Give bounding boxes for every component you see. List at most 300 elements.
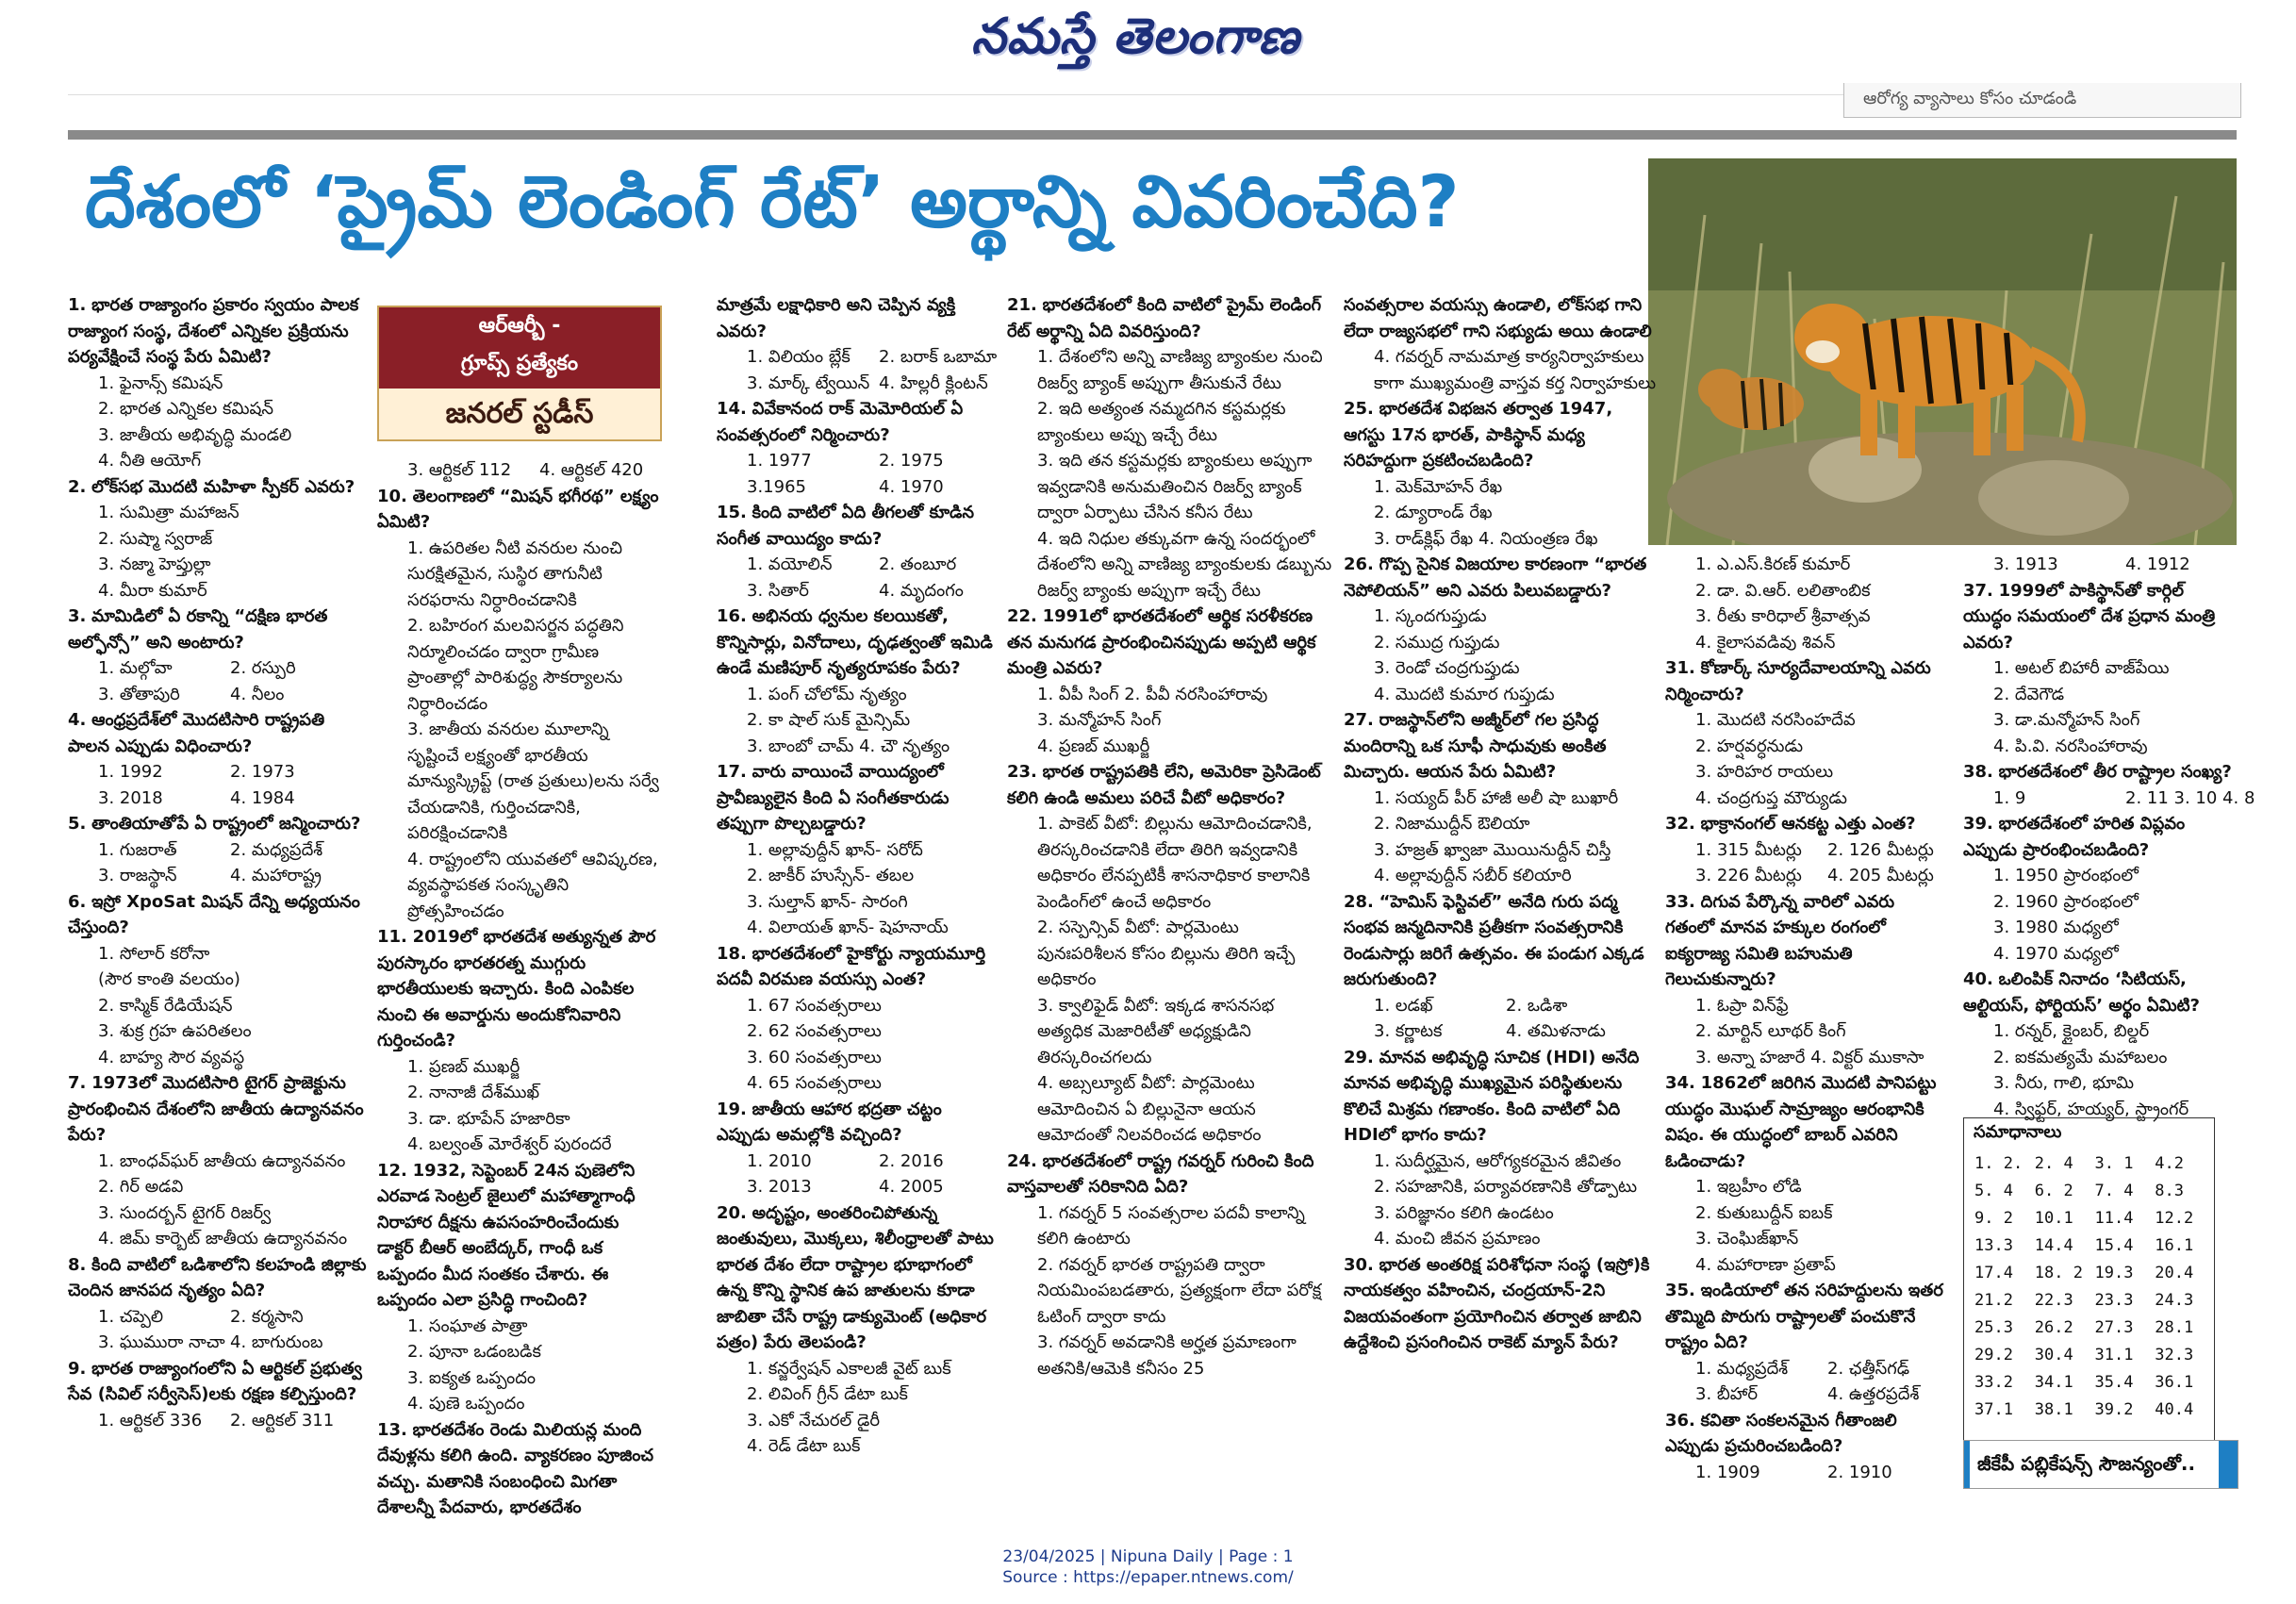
options-list — [1344, 993, 1660, 1045]
options-list — [1007, 682, 1332, 760]
question-text — [68, 1252, 368, 1304]
question-stem: 2019లో భారతదేశ అత్యున్నత పౌర పురస్కారం భారతరత్న ముగ్గురు భారతీయులకు ఇచ్చారు. కింది ఎంపికల నుంచి ఈ అవార్డును అందుకోనివారిని గుర్తించండి? — [377, 927, 656, 1050]
options-list — [717, 552, 999, 604]
option-row — [1374, 993, 1660, 1019]
option: 1. సయ్యద్ పీర్ హాజీ అలీ షా బుఖారీ — [1374, 787, 1619, 808]
option-row — [1695, 1460, 1948, 1486]
answer-cell: 10.1 — [2034, 1208, 2073, 1228]
question-text — [1344, 889, 1660, 993]
question-text — [68, 811, 368, 837]
option-row — [747, 552, 999, 578]
option: 1. ప్రణబ్ ముఖర్జీ — [407, 1056, 520, 1077]
answer-cell: 40.4 — [2155, 1399, 2194, 1419]
question-item — [1665, 552, 1948, 655]
option: 3. గవర్నర్ అవడానికి అర్హత ప్రమాణంగా అతనికి/ఆమెకి కనీసం 25 — [1037, 1332, 1297, 1379]
credit-box — [1963, 1440, 2238, 1489]
question-text — [68, 1070, 368, 1149]
credit-text: జీకేపీ పబ్లికేషన్స్ సౌజన్యంతో.. — [1977, 1452, 2196, 1475]
answer-row — [1974, 1314, 2214, 1341]
question-number: 12. — [377, 1160, 407, 1181]
options-list — [1665, 993, 1948, 1071]
question-stem: 1862లో జరిగిన మొదటి పానిపట్టు యుద్ధం మొఘల్ సామ్రాజ్యం ఆరంభానికి విషం. ఈ యుద్ధంలో బాబర్ ఎవరిని ఓడించాడు? — [1665, 1073, 1937, 1171]
question-column-1 — [68, 292, 368, 1433]
question-item — [1007, 1149, 1332, 1382]
question-column-5 — [1344, 292, 1660, 1356]
option: 3. రాజస్థాన్ — [98, 866, 177, 885]
question-stem: కింది వాటిలో ఏది తీగలతో కూడిన సంగీత వాయిద్యం కాదు? — [717, 503, 974, 549]
answer-cell: 20.4 — [2155, 1263, 2194, 1282]
question-item — [1665, 1070, 1948, 1278]
question-number: 25. — [1344, 399, 1374, 419]
option: 1. బాంధవ్‌ఘర్ జాతీయ ఉద్యానవనం — [98, 1150, 346, 1171]
question-item — [1963, 552, 2237, 578]
option: 3. ఎకో నేచురల్ డైరీ — [747, 1410, 881, 1430]
options-list — [68, 1304, 368, 1356]
question-stem: లోక్‌సభ మొదటి మహిళా స్పీకర్ ఎవరు? — [91, 476, 355, 497]
option: 2. కర్మసాని — [230, 1306, 304, 1327]
question-number: 9. — [68, 1358, 87, 1379]
question-text — [68, 707, 368, 759]
answer-cell: 19.3 — [2094, 1263, 2134, 1282]
options-list — [377, 536, 660, 925]
option: 1. సుమిత్రా మహాజన్ — [98, 503, 240, 522]
question-column-4 — [1007, 292, 1332, 1381]
option-row — [747, 474, 999, 501]
question-text — [1007, 1149, 1332, 1200]
credit-accent-left — [1964, 1441, 1970, 1488]
option: 3. జాతీయ అభివృద్ధి మండలి — [98, 424, 292, 445]
option: 1. సంఘాత పాత్రా — [407, 1315, 528, 1336]
question-number: 2. — [68, 476, 87, 497]
question-number: 1. — [68, 295, 87, 315]
option: 3. సుల్తాన్ ఖాన్- సారంగి — [747, 891, 908, 912]
option: 2. మధ్యప్రదేశ్ — [230, 839, 323, 860]
option: 4. తమిళనాడు — [1506, 1021, 1606, 1041]
options-list — [1665, 837, 1948, 889]
options-list — [1665, 707, 1948, 811]
answer-cell: 4.2 — [2155, 1153, 2184, 1173]
answer-cell: 31.1 — [2094, 1345, 2134, 1364]
option: 4. విలాయత్ ఖాన్- షెహనాయ్ — [747, 918, 949, 937]
option: 2. గవర్నర్ భారత రాష్ట్రపతి ద్వారా నియమింపబడతారు, ప్రత్యక్షంగా లేదా పరోక్ష ఓటింగ్ ద్వారా కాదు — [1037, 1254, 1322, 1327]
options-list — [717, 993, 999, 1097]
options-list — [1665, 552, 1948, 655]
answer-row — [1974, 1286, 2214, 1314]
option-row — [1695, 837, 1948, 864]
answer-cell: 3. 1 — [2094, 1153, 2134, 1173]
option: 4. రాష్ట్రంలోని యువతలో ఆవిష్కరణ, వ్యవస్థాపకత సంస్కృతిని ప్రోత్సహించడం — [407, 849, 658, 921]
question-item — [1007, 292, 1332, 604]
footer-date-line: 23/04/2025 | Nipuna Daily | Page : 1 — [1002, 1547, 1294, 1566]
options-list — [1344, 604, 1660, 707]
question-stem: 1991లో భారతదేశంలో ఆర్థిక సరళీకరణ తన మనుగడ ప్రారంభించినప్పుడు అప్పటి ఆర్థిక మంత్రి ఎవరు? — [1007, 606, 1316, 678]
option: 2. కాస్మిక్ రేడియేషన్ — [98, 995, 233, 1016]
option: 2. 1975 — [879, 451, 944, 471]
options-list — [1344, 474, 1660, 553]
question-text — [1344, 707, 1660, 785]
question-number: 22. — [1007, 606, 1037, 626]
answer-row — [1974, 1177, 2214, 1204]
option: 2. సస్పెన్సివ్ వీటో: పార్లమెంటు పునఃపరిశీలన కోసం బిల్లును తిరిగి ఇచ్చే అధికారం — [1037, 918, 1296, 989]
question-text — [1963, 967, 2237, 1018]
option: 1. సుదీర్ఘమైన, ఆరోగ్యకరమైన జీవితం — [1374, 1150, 1622, 1171]
question-text — [1665, 1278, 1948, 1356]
options-list — [1007, 1200, 1332, 1382]
option: 2. పూనా ఒడంబడిక — [407, 1342, 541, 1362]
question-stem: మామిడిలో ఏ రకాన్ని “దక్షిణ భారత అల్ఫోన్సో” అని అంటారు? — [68, 606, 328, 653]
option: 3. ఐక్యత ఒప్పందం — [407, 1367, 537, 1388]
question-number: 34. — [1665, 1073, 1695, 1093]
option: 3. ఇది తన కస్టమర్లకు బ్యాంకులు అప్పుగా ఇవ్వడానికి అనుమతించిన రిజర్వ్ బ్యాంక్ ద్వారా ఏర్పాటు చేసిన కనీస రేటు — [1037, 451, 1313, 522]
question-stem: మానవ అభివృద్ధి సూచిక (HDI) అనేది మానవ అభివృద్ధి ముఖ్యమైన పరిస్థితులను కొలిచే మిశ్రమ గణాంకం. కింది వాటిలో ఏది HDIలో భాగం కాదు? — [1344, 1047, 1640, 1145]
answer-cell: 1. 2. — [1974, 1153, 2023, 1173]
option-row — [98, 863, 368, 889]
option-row — [1695, 1356, 1948, 1382]
option: 2. కా షాల్ సుక్ మైన్సిమ్ — [747, 710, 911, 730]
badge-top — [379, 307, 660, 389]
options-list — [68, 941, 368, 1071]
question-number: 26. — [1344, 554, 1374, 574]
answer-cell: 21.2 — [1974, 1290, 2013, 1310]
option: 4. చంద్రగుప్త మౌర్యుడు — [1695, 787, 1847, 808]
answer-cell: 8.3 — [2155, 1181, 2184, 1200]
option-row — [98, 1304, 368, 1331]
options-list — [1344, 1149, 1660, 1252]
option: 4. బల్వంత్ మోరేశ్వర్ పురందరే — [407, 1134, 612, 1154]
answer-cell: 37.1 — [1974, 1399, 2013, 1419]
question-item — [377, 1417, 660, 1521]
option: 1. 1950 ప్రారంభంలో — [1993, 866, 2139, 885]
question-item — [717, 1200, 999, 1460]
answer-cell: 5. 4 — [1974, 1181, 2013, 1200]
options-list — [68, 655, 368, 707]
newspaper-logo: నమస్తే తెలంగాణ — [971, 8, 1300, 65]
answer-cell: 2. 4 — [2034, 1153, 2073, 1173]
answers-table — [1974, 1149, 2214, 1423]
option: 1. అల్లావుద్దీన్ ఖాన్- సరోద్ — [747, 839, 923, 860]
question-text — [377, 484, 660, 536]
option: 1. సోలార్ కరోనా — [98, 943, 210, 964]
option-row — [407, 457, 660, 484]
option: 3. రాడ్‌క్లిఫ్ రేఖ 4. నియంత్రణ రేఖ — [1374, 528, 1598, 549]
option: 2. 11 3. 10 4. 8 — [2125, 787, 2255, 808]
option: 4. స్విఫ్టర్, హయ్యర్, స్ట్రాంగర్ — [1993, 1099, 2189, 1119]
option: 3. హరిహర రాయలు — [1695, 762, 1834, 782]
option: 4. 1912 — [2125, 554, 2190, 574]
answer-cell: 33.2 — [1974, 1372, 2013, 1392]
question-stem: 1973లో మొదటిసారి టైగర్ ప్రాజెక్టును ప్రారంభించిన దేశంలోని జాతీయ ఉద్యానవనం పేరు? — [68, 1073, 364, 1145]
options-list — [377, 1054, 660, 1158]
question-number: 36. — [1665, 1410, 1695, 1430]
option: 3. 2013 — [747, 1177, 812, 1197]
answers-title: సమాధానాలు — [1974, 1122, 2062, 1142]
question-item — [1963, 967, 2237, 1122]
option: 4. మీరా కుమార్ — [98, 580, 207, 601]
options-list — [68, 1149, 368, 1252]
option-row — [747, 448, 999, 474]
question-stem: రాజస్థాన్‌లోని అజ్మీర్‌లో గల ప్రసిద్ధ మందిరాన్ని ఒక సూఫీ సాధువుకు అంకిత మిచ్చారు. ఆయన పేరు ఏమిటి? — [1344, 710, 1607, 782]
answer-cell: 29.2 — [1974, 1345, 2013, 1364]
option: 1. 1992 — [98, 762, 163, 782]
option: 2. బరాక్ ఒబామా — [879, 347, 998, 367]
header-rule — [68, 130, 2237, 140]
question-text — [377, 924, 660, 1054]
options-list — [1007, 344, 1332, 604]
options-list — [717, 1356, 999, 1460]
option: 4. మృదంగం — [879, 580, 964, 601]
option: 2. సముద్ర గుప్తుడు — [1374, 632, 1500, 653]
question-item — [1344, 292, 1660, 396]
top-teaser-box — [1843, 83, 2241, 118]
options-list — [1963, 1018, 2237, 1122]
question-item — [68, 1070, 368, 1252]
option: 2. 1910 — [1827, 1462, 1892, 1482]
answer-cell: 32.3 — [2155, 1345, 2194, 1364]
question-item — [68, 292, 368, 474]
question-stem: భారతదేశంలో హైకోర్టు న్యాయమూర్తి పదవీ విరమణ వయస్సు ఎంత? — [717, 943, 986, 989]
section-badge — [377, 306, 662, 441]
option: 2. సహజానికి, పర్యావరణానికి తోడ్పాటు — [1374, 1177, 1638, 1197]
question-number: 39. — [1963, 814, 1993, 834]
question-text — [717, 604, 999, 682]
question-number: 18. — [717, 943, 747, 964]
options-list — [1963, 863, 2237, 967]
question-stem: “హెమిస్ ఫెస్టివల్” అనేది గురు పద్మ సంభవ జన్మదినానికి ప్రతీకగా సంవత్సరానికి రెండుసార్లు జరిగే ఉత్సవం. ఈ పండుగ ఎక్కడ జరుగుతుంది? — [1344, 891, 1644, 989]
question-stem: భారతదేశ విభజన తర్వాత 1947, ఆగస్టు 17న భారత్, పాకిస్థాన్ మధ్య సరిహద్దుగా ప్రకటించబడింది? — [1344, 399, 1613, 471]
question-text — [717, 1200, 999, 1356]
answer-row — [1974, 1204, 2214, 1232]
option-row — [98, 682, 368, 708]
options-list — [377, 457, 660, 484]
options-list — [68, 759, 368, 811]
question-stem: ఒలింపిక్ నినాదం ‘సిటియస్, ఆల్టియస్, ఫోర్టియస్’ అర్థం ఏమిటి? — [1963, 969, 2200, 1016]
option-row — [98, 1408, 368, 1434]
question-item — [1344, 889, 1660, 1045]
question-text — [1963, 811, 2237, 863]
question-item — [68, 604, 368, 707]
options-list — [717, 344, 999, 396]
option: 2. ఆర్టికల్ 311 — [230, 1410, 335, 1430]
answers-box — [1963, 1117, 2215, 1457]
option: 3. చెంఘిజ్‌ఖాన్ — [1695, 1229, 1799, 1248]
option: 2. ఛత్తీస్‌గఢ్ — [1827, 1358, 1910, 1379]
question-stem: దిగువ పేర్కొన్న వారిలో ఎవరు గతంలో మానవ హక్కుల రంగంలో ఐక్యరాజ్య సమితి బహుమతి గెలుచుకున్నారు? — [1665, 891, 1895, 989]
answer-cell: 38.1 — [2034, 1399, 2073, 1419]
question-text — [1963, 759, 2237, 785]
option: 1. ఎ.ఎస్.కిరణ్ కుమార్ — [1695, 554, 1851, 574]
option: 3. 60 సంవత్సరాలు — [747, 1047, 882, 1067]
answer-cell: 25.3 — [1974, 1317, 2013, 1337]
option: 2. గిర్ అడవి — [98, 1177, 184, 1197]
question-item — [1665, 655, 1948, 811]
option: 4. నీతి ఆయోగ్ — [98, 451, 202, 471]
options-list — [1344, 785, 1660, 889]
question-item — [68, 1252, 368, 1356]
question-item — [717, 759, 999, 941]
question-number: 11. — [377, 927, 407, 947]
option: 3. కర్ణాటక — [1374, 1021, 1443, 1041]
question-number: 20. — [717, 1202, 747, 1223]
option: 4. ఆర్టికల్ 420 — [539, 460, 644, 480]
option-row — [747, 371, 999, 397]
question-item — [1344, 396, 1660, 552]
option: 1. లడఖ్ — [1374, 995, 1433, 1016]
question-item — [377, 457, 660, 484]
question-text — [1963, 578, 2237, 656]
options-list — [68, 500, 368, 604]
question-stem: సంవత్సరాల వయస్సు ఉండాలి, లోక్‌సభ గాని లేదా రాజ్యసభలో గాని సభ్యుడు అయి ఉండాలి — [1344, 295, 1652, 341]
option: 2. దేవెగౌడ — [1993, 684, 2065, 704]
question-stem: తాంతియాతోపే ఏ రాష్ట్రంలో జన్మించారు? — [91, 814, 361, 834]
question-text — [717, 500, 999, 552]
question-stem: గొప్ప సైనిక విజయాల కారణంగా “భారత నెపోలియన్” అని ఎవరు పిలువబడ్డారు? — [1344, 554, 1647, 601]
option: 2. 62 సంవత్సరాలు — [747, 1021, 882, 1041]
question-text — [717, 759, 999, 837]
answer-cell: 39.2 — [2094, 1399, 2134, 1419]
answer-row — [1974, 1232, 2214, 1259]
option: 4. ఉత్తరప్రదేశ్ — [1827, 1384, 1920, 1404]
question-number: 14. — [717, 399, 747, 419]
options-list — [68, 1408, 368, 1434]
question-number: 19. — [717, 1099, 747, 1119]
option: 3. శుక్ర గ్రహ ఉపరితలం — [98, 1021, 252, 1041]
option: 1. దేశంలోని అన్ని వాణిజ్య బ్యాంకుల నుంచి రిజర్వ్ బ్యాంక్ అప్పుగా తీసుకునే రేటు — [1037, 347, 1323, 393]
question-stem: కింది వాటిలో ఒడిశాలోని కలహండి జిల్లాకు చెందిన జానపద నృత్యం ఏది? — [68, 1254, 367, 1300]
option: 1. 67 సంవత్సరాలు — [747, 995, 882, 1016]
options-list — [1665, 1460, 1948, 1486]
masthead — [0, 0, 2296, 85]
options-list — [717, 837, 999, 941]
question-text — [377, 1158, 660, 1314]
option: 3. హజ్రత్ ఖ్వాజా మొయినుద్దీన్ చిస్తీ — [1374, 839, 1611, 860]
question-item — [68, 811, 368, 889]
options-list — [1665, 1356, 1948, 1408]
answer-cell: 22.3 — [2034, 1290, 2073, 1310]
option: 1. 9 — [1993, 787, 2026, 808]
option: 4. మహారాణా ప్రతాప్ — [1695, 1254, 1836, 1275]
option: 2. 1960 ప్రారంభంలో — [1993, 891, 2139, 912]
option: 3. సితార్ — [747, 580, 809, 601]
question-number: 15. — [717, 503, 747, 522]
question-text — [68, 889, 368, 941]
option-row — [98, 1330, 368, 1356]
option: 4. బాగురుంబ — [230, 1332, 323, 1352]
question-number: 28. — [1344, 891, 1374, 912]
option: 4. ప్రణబ్ ముఖర్జీ — [1037, 736, 1150, 756]
answer-cell: 34.1 — [2034, 1372, 2073, 1392]
option: 2. నానాజీ దేశ్‌ముఖ్ — [407, 1083, 540, 1102]
option: 1. వీపీ సింగ్ 2. పీవీ నరసింహారావు — [1037, 684, 1268, 704]
option-row — [747, 1149, 999, 1175]
option: (సౌర కాంతి వలయం) — [98, 969, 240, 989]
question-item — [717, 604, 999, 759]
question-text — [68, 474, 368, 501]
option: 1. ఓప్రా విన్‌ఫ్రే — [1695, 995, 1789, 1016]
option: 3. 226 మీటర్లు — [1695, 866, 1802, 885]
option: 2. 126 మీటర్లు — [1827, 839, 1934, 860]
question-text — [1007, 292, 1332, 344]
question-item — [717, 500, 999, 604]
question-item — [377, 1158, 660, 1417]
option: 1. మొదటి నరసింహదేవ — [1695, 710, 1856, 730]
option: 4. అబ్సల్యూట్ వీటో: పార్లమెంటు ఆమోదించిన ఏ బిల్లునైనా ఆయన ఆమోదంతో నిలవరించడ అధికారం — [1037, 1073, 1262, 1145]
option: 2. ఒడిశా — [1506, 995, 1568, 1016]
option: 3. రీతు కారిధాల్ శ్రీవాత్సవ — [1695, 606, 1871, 626]
option-row — [98, 655, 368, 682]
question-number: 30. — [1344, 1254, 1374, 1275]
option: 3. ఆర్టికల్ 112 — [407, 460, 512, 480]
question-number: 23. — [1007, 762, 1037, 782]
options-list — [1963, 655, 2237, 759]
question-stem: భారతదేశంలో హరిత విప్లవం ఎప్పుడు ప్రారంభించబడింది? — [1963, 814, 2186, 860]
answer-cell: 16.1 — [2155, 1235, 2194, 1255]
question-stem: భారతదేశంలో కింది వాటిలో ప్రైమ్ లెండింగ్ రేట్ అర్థాన్ని ఏది వివరిస్తుంది? — [1007, 295, 1322, 341]
answer-cell: 15.4 — [2094, 1235, 2134, 1255]
question-stem: భాక్రానంగల్ ఆనకట్ట ఎత్తు ఎంత? — [1700, 814, 1916, 834]
credit-accent-right — [2219, 1441, 2238, 1488]
question-stem: వివేకానంద రాక్ మెమోరియల్ ఏ సంవత్సరంలో నిర్మించారు? — [717, 399, 964, 445]
option: 3. బీహార్ — [1695, 1384, 1759, 1404]
option: 1. మల్గోవా — [98, 658, 173, 678]
page-footer — [0, 1546, 2296, 1588]
question-stem: మాత్రమే లక్షాధికారి అని చెప్పిన వ్యక్తి ఎవరు? — [717, 295, 956, 341]
option-row — [1695, 1381, 1948, 1408]
answer-cell: 7. 4 — [2094, 1181, 2134, 1200]
option: 3. ఘుమురా నాచా — [98, 1332, 225, 1352]
option: 3. 2018 — [98, 787, 163, 808]
question-item — [717, 941, 999, 1097]
option: 1. 2010 — [747, 1150, 812, 1171]
option: 3. బాంబో చామ్ 4. చౌ నృత్యం — [747, 736, 950, 756]
question-stem: తెలంగాణలో “మిషన్ భగీరథ” లక్ష్యం ఏమిటి? — [377, 486, 659, 532]
question-number: 21. — [1007, 295, 1037, 315]
question-item — [1665, 811, 1948, 889]
question-number: 17. — [717, 762, 747, 782]
question-item — [68, 707, 368, 811]
option: 2. భారత ఎన్నికల కమిషన్ — [98, 399, 273, 419]
question-number: 6. — [68, 891, 87, 912]
option: 1. గవర్నర్ 5 సంవత్సరాల పదవీ కాలాన్ని కలిగి ఉంటారు — [1037, 1202, 1305, 1248]
question-column-7 — [1963, 552, 2255, 1122]
option: 1. ఫైనాన్స్ కమిషన్ — [98, 372, 223, 393]
question-item — [68, 474, 368, 604]
option: 2. ఇది అత్యంత నమ్మదగిన కస్టమర్లకు బ్యాంకులు అప్పు ఇచ్చే రేటు — [1037, 399, 1286, 445]
question-text — [1665, 1070, 1948, 1174]
answer-cell: 28.1 — [2155, 1317, 2194, 1337]
question-text — [717, 941, 999, 993]
question-stem: జాతీయ ఆహార భద్రతా చట్టం ఎప్పుడు అమల్లోకి వచ్చింది? — [717, 1099, 942, 1145]
question-number: 8. — [68, 1254, 87, 1275]
question-text — [1344, 1252, 1660, 1356]
option: 4. 1970 మధ్యలో — [1993, 943, 2119, 964]
answer-row — [1974, 1396, 2214, 1423]
question-item — [68, 1356, 368, 1434]
option: 1. రన్నర్, క్లైంబర్, బిల్డర్ — [1993, 1021, 2150, 1041]
question-item — [1665, 889, 1948, 1071]
option: 1. మధ్యప్రదేశ్ — [1695, 1358, 1789, 1379]
option: 2. రస్పురి — [230, 658, 296, 678]
answer-cell: 6. 2 — [2034, 1181, 2073, 1200]
question-text — [717, 396, 999, 448]
question-item — [1344, 707, 1660, 889]
option: 2. డ్యూరాండ్ రేఖ — [1374, 503, 1493, 522]
question-stem: భారతదేశంలో తీర రాష్ట్రాల సంఖ్య? — [1998, 762, 2232, 782]
option: 1. అటల్ బిహారీ వాజ్‌పేయి — [1993, 658, 2170, 678]
option: 4. పి.వి. నరసింహారావు — [1993, 736, 2148, 756]
option: 1. 1909 — [1695, 1462, 1760, 1482]
answer-row — [1974, 1259, 2214, 1286]
page-headline: దేశంలో ‘ప్రైమ్ లెండింగ్ రేట్’ అర్థాన్ని వివరించేది? — [85, 159, 1460, 243]
